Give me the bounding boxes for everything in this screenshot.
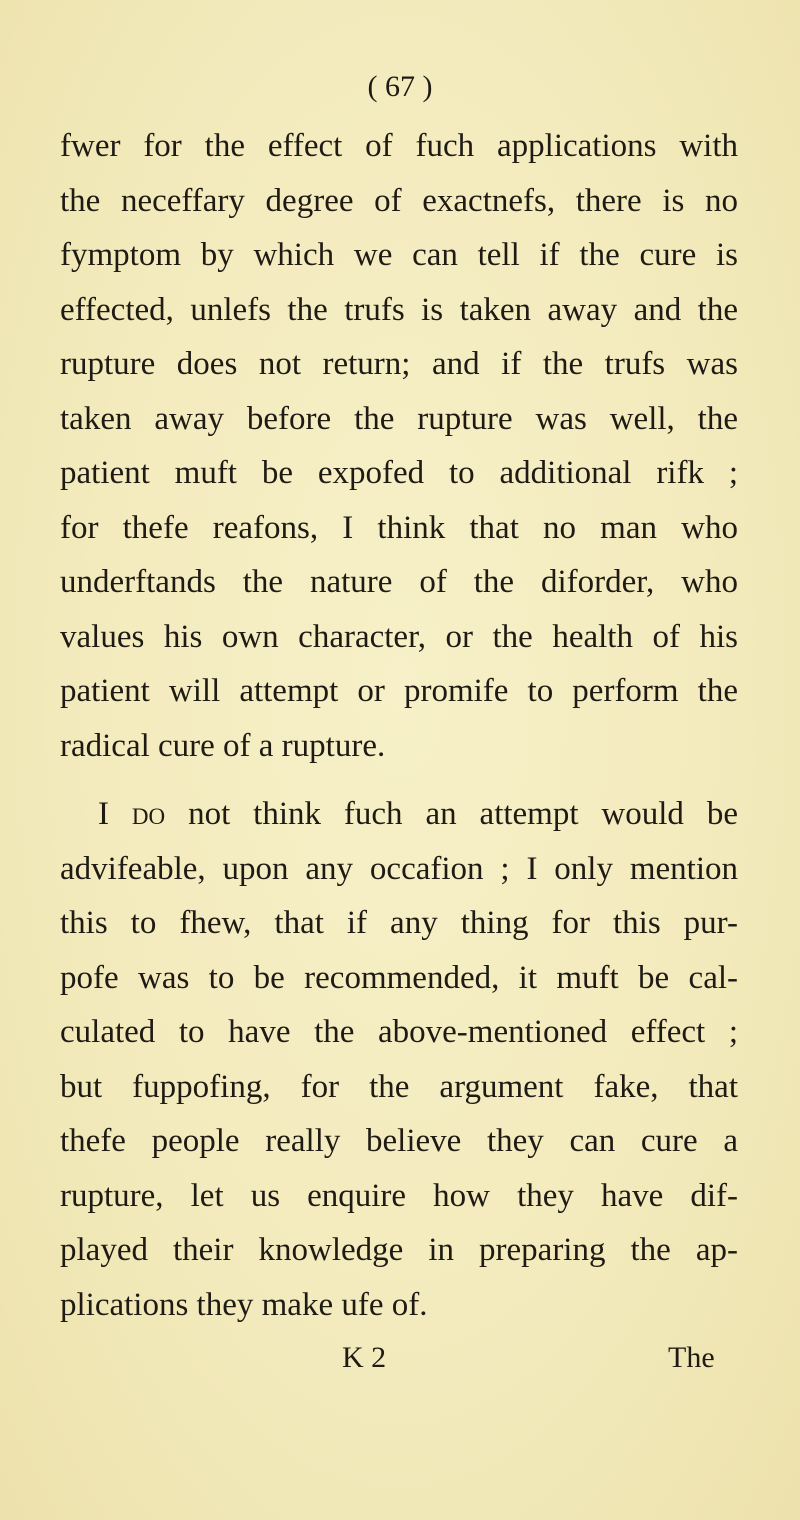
text-line: taken away before the rupture was well, the [60,400,738,437]
text-line: advifeable, upon any occafion ; I only mention [60,850,738,887]
signature-mark: K 2 [342,1341,387,1374]
text-line: but fuppofing, for the argument fake, that [60,1068,738,1105]
first-line-rest: not think fuch an attempt would be [165,796,738,832]
text-line: the neceffary degree of exactnefs, there is no [60,182,738,219]
text-line: pofe was to be recommended, it muft be cal- [60,959,738,996]
text-line: culated to have the above-mentioned effect ; [60,1014,738,1050]
text-line: radical cure of a rupture. [60,727,386,764]
drop-initial: I [98,796,132,832]
text-line: patient muft be expofed to additional rifk ; [60,455,738,491]
text-line: patient will attempt or promife to perform the [60,673,738,709]
page-number: ( 67 ) [367,70,433,103]
text-line: fymptom by which we can tell if the cure is [60,237,738,273]
text-line: for thefe reafons, I think that no man who [60,509,738,546]
text-line: values his own character, or the health of his [60,618,738,655]
text-line-first [98,796,738,833]
text-line: rupture, let us enquire how they have dif- [60,1177,738,1214]
text-line: fwer for the effect of fuch applications with [60,128,738,164]
text-line: thefe people really believe they can cure a [60,1123,738,1159]
text-line: underftands the nature of the diforder, who [60,564,738,600]
text-line: this to fhew, that if any thing for this pur- [60,905,738,941]
catchword: The [668,1341,715,1374]
text-line: effected, unlefs the trufs is taken away and the [60,291,738,328]
small-caps-word: do [131,796,166,832]
text-line: plications they make ufe of. [60,1286,428,1323]
text-line: rupture does not return; and if the trufs was [60,346,738,382]
text-line: played their knowledge in preparing the ap- [60,1232,738,1268]
